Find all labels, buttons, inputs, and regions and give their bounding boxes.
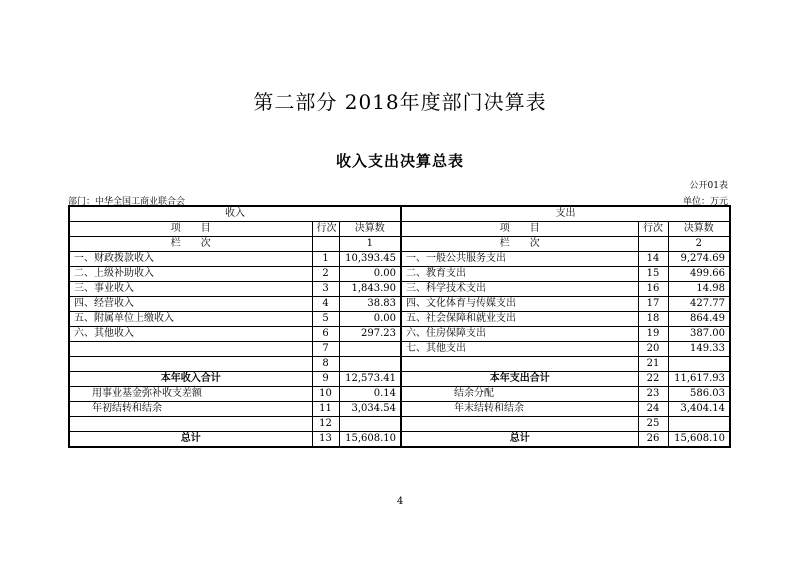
income-item: 六、其他收入 xyxy=(69,327,312,342)
income-row-no: 7 xyxy=(312,342,339,357)
income-amount: 0.00 xyxy=(339,267,401,282)
expense-item: 一、一般公共服务支出 xyxy=(401,252,638,267)
expense-amount-header: 决算数 xyxy=(668,222,730,237)
income-row-no: 1 xyxy=(312,252,339,267)
income-item xyxy=(69,342,312,357)
expense-item: 七、其他支出 xyxy=(401,342,638,357)
expense-item: 四、文化体育与传媒支出 xyxy=(401,297,638,312)
expense-amount: 3,404.14 xyxy=(668,402,730,417)
expense-row-no: 25 xyxy=(638,417,668,432)
expense-row-no: 26 xyxy=(638,432,668,448)
expense-column-index: 2 xyxy=(668,237,730,252)
expense-item xyxy=(401,417,638,432)
expense-item: 二、教育支出 xyxy=(401,267,638,282)
income-item: 一、财政拨款收入 xyxy=(69,252,312,267)
budget-summary-table xyxy=(68,205,731,448)
income-item: 二、上级补助收入 xyxy=(69,267,312,282)
income-row-no: 8 xyxy=(312,357,339,372)
empty-cell xyxy=(312,237,339,252)
income-amount xyxy=(339,357,401,372)
expense-row-no: 16 xyxy=(638,282,668,297)
table-row xyxy=(69,357,730,372)
table-row xyxy=(69,282,730,297)
page-number: 4 xyxy=(396,496,404,507)
table-row xyxy=(69,402,730,417)
expense-amount: 9,274.69 xyxy=(668,252,730,267)
expense-row-no: 23 xyxy=(638,387,668,402)
income-item: 三、事业收入 xyxy=(69,282,312,297)
expense-item: 年末结转和结余 xyxy=(401,402,638,417)
table-row xyxy=(69,327,730,342)
expense-row-no: 17 xyxy=(638,297,668,312)
total-row xyxy=(69,432,730,448)
income-amount: 38.83 xyxy=(339,297,401,312)
department-label: 部门：中华全国工商业联合会 xyxy=(68,197,186,207)
income-item xyxy=(69,417,312,432)
expense-row-no: 20 xyxy=(638,342,668,357)
expense-column-label: 栏 次 xyxy=(401,237,638,252)
income-row-no: 6 xyxy=(312,327,339,342)
expense-item: 三、科学技术支出 xyxy=(401,282,638,297)
expense-item-header: 项 目 xyxy=(401,222,638,237)
expense-item: 六、住房保障支出 xyxy=(401,327,638,342)
income-amount xyxy=(339,342,401,357)
income-item: 用事业基金弥补收支差额 xyxy=(69,387,312,402)
income-row-no: 10 xyxy=(312,387,339,402)
expense-section-header: 支出 xyxy=(401,206,730,222)
income-item: 四、经营收入 xyxy=(69,297,312,312)
expense-amount xyxy=(668,417,730,432)
section-header-row xyxy=(69,206,730,222)
empty-cell xyxy=(638,237,668,252)
income-item xyxy=(69,357,312,372)
expense-item xyxy=(401,357,638,372)
expense-amount: 14.98 xyxy=(668,282,730,297)
table-title: 收入支出决算总表 xyxy=(335,152,464,170)
expense-item: 结余分配 xyxy=(401,387,638,402)
table-row xyxy=(69,312,730,327)
income-section-header: 收入 xyxy=(69,206,401,222)
income-row-no: 2 xyxy=(312,267,339,282)
expense-row-no: 14 xyxy=(638,252,668,267)
income-amount: 297.23 xyxy=(339,327,401,342)
table-row xyxy=(69,417,730,432)
form-number: 公开01表 xyxy=(689,181,728,191)
expense-amount: 387.00 xyxy=(668,327,730,342)
income-amount xyxy=(339,417,401,432)
page-title: 第二部分 2018年度部门决算表 xyxy=(253,90,547,114)
expense-amount: 427.77 xyxy=(668,297,730,312)
income-row-no: 12 xyxy=(312,417,339,432)
expense-row-no: 22 xyxy=(638,372,668,387)
income-amount: 1,843.90 xyxy=(339,282,401,297)
column-index-row xyxy=(69,237,730,252)
income-row-no: 4 xyxy=(312,297,339,312)
income-total-amount: 15,608.10 xyxy=(339,432,401,448)
income-subtotal-label: 本年收入合计 xyxy=(69,372,312,387)
income-amount: 3,034.54 xyxy=(339,402,401,417)
income-row-no-header: 行次 xyxy=(312,222,339,237)
income-amount-header: 决算数 xyxy=(339,222,401,237)
income-item: 五、附属单位上缴收入 xyxy=(69,312,312,327)
income-amount: 0.00 xyxy=(339,312,401,327)
income-row-no: 5 xyxy=(312,312,339,327)
column-header-row xyxy=(69,222,730,237)
income-amount: 10,393.45 xyxy=(339,252,401,267)
income-item: 年初结转和结余 xyxy=(69,402,312,417)
table-row xyxy=(69,297,730,312)
income-column-index: 1 xyxy=(339,237,401,252)
expense-row-no: 24 xyxy=(638,402,668,417)
income-row-no: 11 xyxy=(312,402,339,417)
income-total-label: 总计 xyxy=(69,432,312,448)
expense-amount xyxy=(668,357,730,372)
expense-row-no: 18 xyxy=(638,312,668,327)
expense-row-no-header: 行次 xyxy=(638,222,668,237)
income-column-label: 栏 次 xyxy=(69,237,312,252)
expense-subtotal-label: 本年支出合计 xyxy=(401,372,638,387)
income-row-no: 3 xyxy=(312,282,339,297)
expense-item: 五、社会保障和就业支出 xyxy=(401,312,638,327)
expense-amount: 499.66 xyxy=(668,267,730,282)
expense-subtotal-amount: 11,617.93 xyxy=(668,372,730,387)
income-row-no: 13 xyxy=(312,432,339,448)
expense-row-no: 21 xyxy=(638,357,668,372)
income-item-header: 项 目 xyxy=(69,222,312,237)
unit-label: 单位：万元 xyxy=(682,197,728,207)
table-row xyxy=(69,267,730,282)
subtotal-row xyxy=(69,372,730,387)
expense-row-no: 15 xyxy=(638,267,668,282)
income-subtotal-amount: 12,573.41 xyxy=(339,372,401,387)
table-row xyxy=(69,252,730,267)
expense-total-label: 总计 xyxy=(401,432,638,448)
income-amount: 0.14 xyxy=(339,387,401,402)
expense-total-amount: 15,608.10 xyxy=(668,432,730,448)
table-row xyxy=(69,387,730,402)
table-row xyxy=(69,342,730,357)
expense-row-no: 19 xyxy=(638,327,668,342)
expense-amount: 586.03 xyxy=(668,387,730,402)
income-row-no: 9 xyxy=(312,372,339,387)
expense-amount: 149.33 xyxy=(668,342,730,357)
expense-amount: 864.49 xyxy=(668,312,730,327)
